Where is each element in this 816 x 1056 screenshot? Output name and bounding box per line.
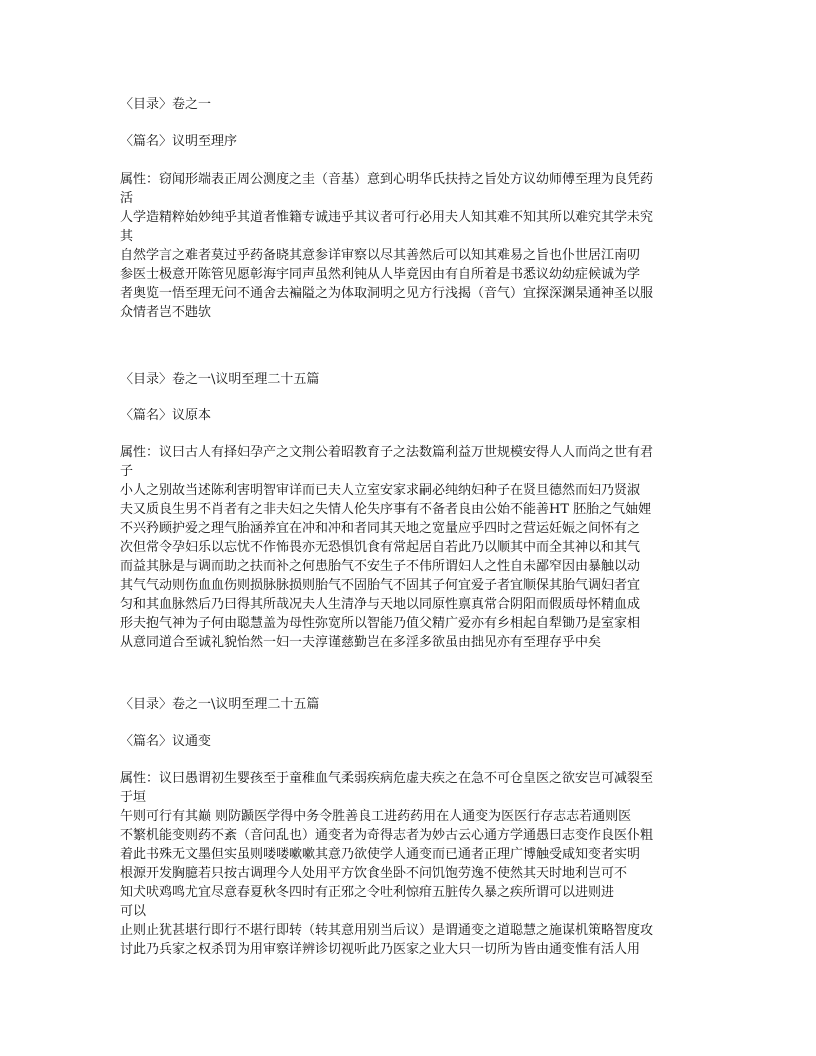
- toc-heading: 〈目录〉卷之一\议明至理二十五篇: [120, 372, 320, 387]
- toc-heading: 〈目录〉卷之一: [120, 97, 212, 112]
- body-line: 者奥览一悟至理无问不通舍去褊隘之为体取洞明之见方行浅揭（音气）宜探深渊杲通神圣以服: [120, 286, 654, 301]
- body-line: 于垣: [120, 790, 147, 805]
- body-line: 众情者岂不韪欤: [120, 305, 212, 320]
- article-title: 〈篇名〉议明至理序: [120, 134, 238, 149]
- body-line: 其气气动则伤血血伤则损脉脉损则胎气不固胎气不固其子何宜爱子者宜顺保其胎气调妇者宜: [120, 578, 641, 593]
- body-line: 知犬吠鸡鸣尤宜尽意春夏秋冬四时有正邪之令吐利惊疳五脏传久暴之疾所谓可以进则进: [120, 885, 615, 900]
- body-line: 小人之别故当述陈利害明智审详而已夫人立室安家求嗣必纯纳妇种子在贤旦德然而妇乃贤淑: [120, 483, 641, 498]
- body-line: 子: [120, 464, 134, 479]
- section-3-toc: [120, 695, 700, 714]
- section-2-toc: [120, 370, 700, 389]
- section-3-title: [120, 732, 700, 751]
- section-2-title: [120, 406, 700, 425]
- body-line: 夫又质良生男不肖者有之非夫妇之失情人伦失序事有不备者良由公始不能善HT 胚胎之气妯娌: [120, 502, 652, 517]
- body-line: 次但常令孕妇乐以忘忧不作怖畏亦无恐惧饥食有常起居自若此乃以顺其中而全其神以和其气: [120, 540, 641, 555]
- body-line: 不兴矜顾护爱之理气胎涵养宜在冲和冲和者同其天地之宽量应乎四时之营运妊娠之间怀有之: [120, 521, 641, 536]
- body-line: 自然学言之难者莫过乎药备晓其意参详审察以尽其善然后可以知其难易之旨也仆世居江南叨: [120, 248, 641, 263]
- body-line: 属性：议曰愚谓初生婴孩至于童稚血气柔弱疾病危虚夫疾之在急不可仓皇医之欲安岂可减裂至: [120, 771, 654, 786]
- body-line: 着此书殊无文墨但实虽则喽喽嗽嗽其意乃欲使学人通变而已通者正理广博触受咸知变者实明: [120, 847, 641, 862]
- body-line: 参医士极意开陈管见愿彰海宇同声虽然利钝从人毕竟因由有自所着是书悉议幼幼症候诚为学: [120, 267, 641, 282]
- body-line: 根源开发胸臆若只按古调理今人处用平方饮食坐卧不问饥饱劳逸不使然其天时地利岂可不: [120, 866, 628, 881]
- section-3-body: [120, 769, 700, 959]
- body-line: 其: [120, 229, 134, 244]
- body-line: 从意同道合至诚礼貌怡然一妇一夫淳谨慈勤岂在多淫多欲虽由拙见亦有至理存乎中矣: [120, 635, 602, 650]
- body-line: 不繁机能变则药不紊（音问乱也）通变者为奇得志者为妙古云心通方学通愚曰志变作良医仆粗: [120, 828, 654, 843]
- body-line: 属性：议曰古人有择妇孕产之文荆公着昭教育子之法数篇利益万世规模安得人人而尚之世有君: [120, 445, 654, 460]
- body-line: 而益其脉是与调而助之扶而补之何患胎气不安生子不伟所谓妇人之性自未鄙窄因由暴触以动: [120, 559, 641, 574]
- body-line: 讨此乃兵家之权杀罚为用审察详辨诊切视听此乃医家之业大只一切所为皆由通变惟有活人用: [120, 942, 641, 957]
- section-1-body: [120, 170, 700, 322]
- body-line: 形夫抱气神为子何由聪慧盖为母性弥宽所以智能乃值父精广爱亦有乡相起自犁锄乃是室家相: [120, 616, 641, 631]
- section-1-title: [120, 132, 700, 151]
- article-title: 〈篇名〉议原本: [120, 408, 212, 423]
- body-line: 可以: [120, 904, 147, 919]
- section-1-toc: [120, 95, 700, 114]
- body-line: 活: [120, 191, 134, 206]
- section-2-body: [120, 443, 700, 652]
- body-line: 午则可行有其巅 则防踬医学得中务令胜善良工进药药用在人通变为医医行存志志若通则医: [120, 809, 632, 824]
- body-line: 人学造精粹始妙纯乎其道者惟籍专诚违乎其议者可行必用夫人知其难不知其所以难究其学未究: [120, 210, 654, 225]
- toc-heading: 〈目录〉卷之一\议明至理二十五篇: [120, 697, 320, 712]
- body-line: 匀和其血脉然后乃曰得其所哉况夫人生清净与天地以同原性禀真常合阴阳而假质母怀精血成: [120, 597, 641, 612]
- body-line: 止则止犹甚堪行即行不堪行即转（转其意用别当后议）是谓通变之道聪慧之施谋机策略智度攻: [120, 923, 654, 938]
- body-line: 属性：窃闻形端表正周公测度之圭（音基）意到心明华氏扶持之旨处方议幼师傅至理为良凭药: [120, 172, 654, 187]
- article-title: 〈篇名〉议通变: [120, 734, 212, 749]
